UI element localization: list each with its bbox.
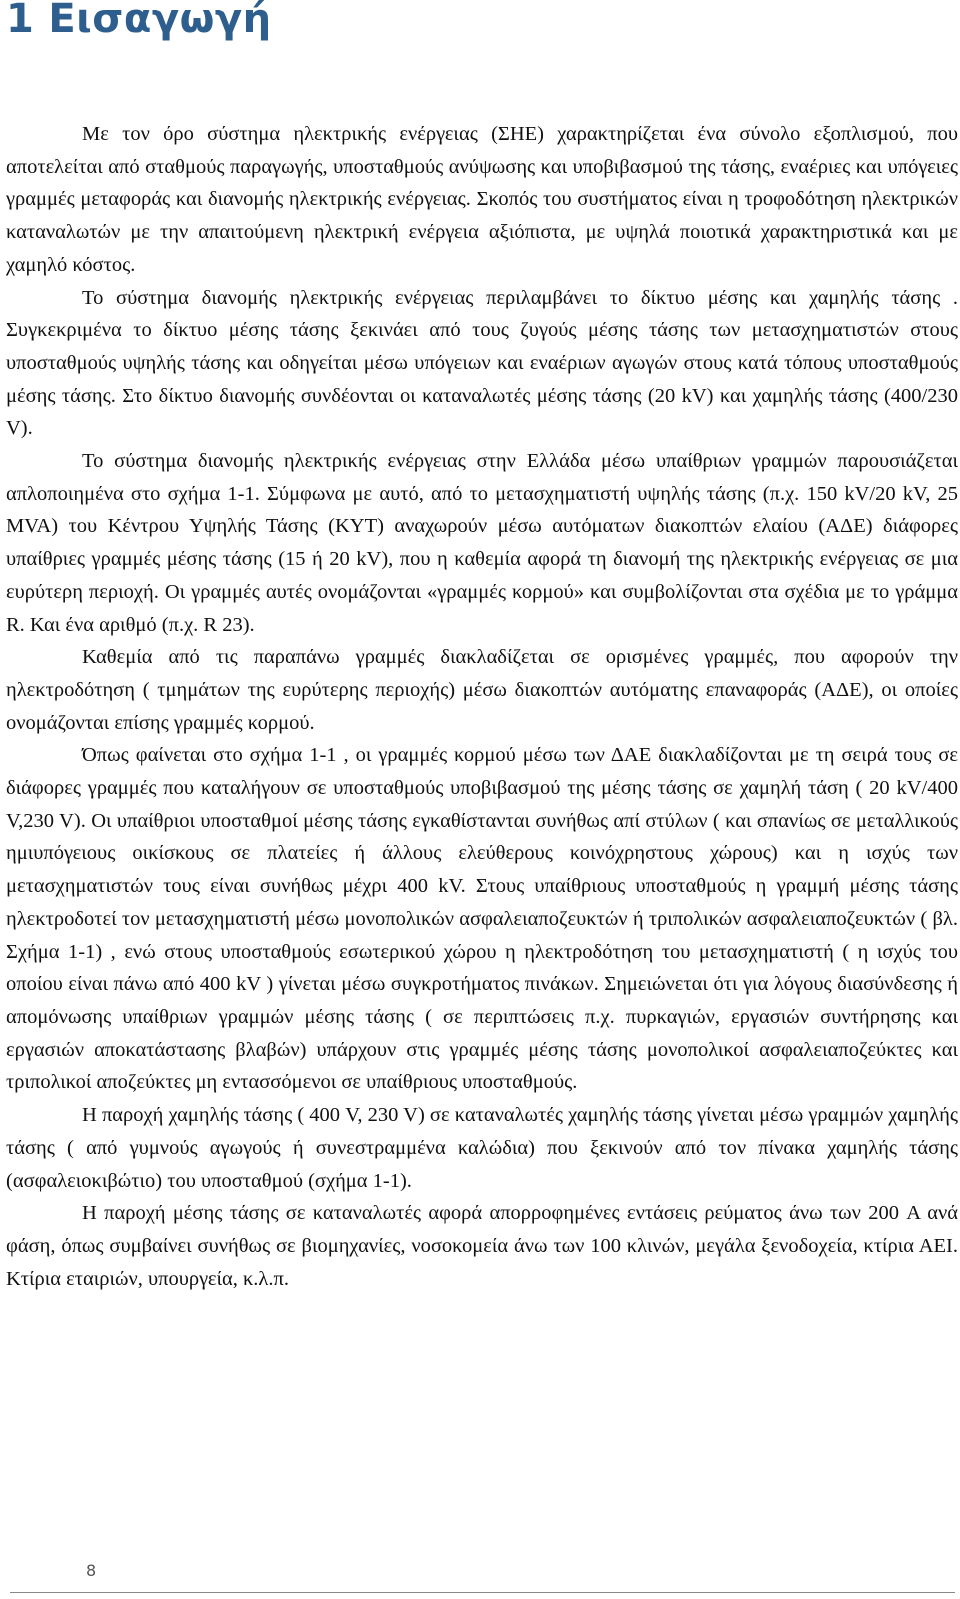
- chapter-title: Εισαγωγή: [48, 0, 272, 42]
- page-number: 8: [86, 1561, 97, 1580]
- paragraph-1: Με τον όρο σύστημα ηλεκτρικής ενέργειας (ΣΗΕ) χαρακτηρίζεται ένα σύνολο εξοπλισμού, που αποτελείται από σταθμούς παραγωγής, υποσταθμούς ανύψωσης και υποβιβασμού της τάσης, εναέριες και υπόγειες γραμμές μεταφοράς και διανομής ηλεκτρικής ενέργειας. Σκοπός του συστήματος είναι η τροφοδότηση ηλεκτρικών καταναλωτών με την απαιτούμενη ηλεκτρική ενέργεια αξιόπιστα, με υψηλά ποιοτικά χαρακτηριστικά και με χαμηλό κόστος.: [6, 123, 958, 276]
- paragraph-6: Η παροχή χαμηλής τάσης ( 400 V, 230 V) σε καταναλωτές χαμηλής τάσης γίνεται μέσω γραμμών χαμηλής τάσης ( από γυμνούς αγωγούς ή συνεστραμμένα καλώδια) που ξεκινούν από τον πίνακα χαμηλής τάσης (ασφαλειοκιβώτιο) του υποσταθμού (σχήμα 1-1).: [6, 1104, 958, 1192]
- paragraph-2: Το σύστημα διανομής ηλεκτρικής ενέργειας περιλαμβάνει το δίκτυο μέσης και χαμηλής τάσης . Συγκεκριμένα το δίκτυο μέσης τάσης ξεκινάει από τους ζυγούς μέσης τάσης των μετασχηματιστών στους υποσταθμούς υψηλής τάσης και οδηγείται μέσω υπόγειων και εναέριων αγωγών στους κατά τόπους υποσταθμούς μέσης τάσης. Στο δίκτυο διανομής συνδέονται οι καταναλωτές μέσης τάσης (20 kV) και χαμηλής τάσης (400/230 V).: [6, 286, 958, 440]
- paragraph-3: Το σύστημα διανομής ηλεκτρικής ενέργειας στην Ελλάδα μέσω υπαίθριων γραμμών παρουσιάζεται απλοποιημένα στο σχήμα 1-1. Σύμφωνα με αυτό, από το μετασχηματιστή υψηλής τάσης (π.χ. 150 kV/20 kV, 25 MVA) του Κέντρου Υψηλής Τάσης (ΚΥΤ) αναχωρούν μέσω αυτόματων διακοπτών ελαίου (ΑΔΕ) διάφορες υπαίθριες γραμμές μέσης τάσης (15 ή 20 kV), που η καθεμία αφορά τη διανομή της ηλεκτρικής ενέργειας σε μια ευρύτερη περιοχή. Οι γραμμές αυτές ονομάζονται «γραμμές κορμού» και συμβολίζονται στα σχέδια με το γράμμα R. Και ένα αριθμό (π.χ. R 23).: [6, 450, 958, 636]
- chapter-number: 1: [6, 0, 35, 42]
- paragraph-7: Η παροχή μέσης τάσης σε καταναλωτές αφορά απορροφημένες εντάσεις ρεύματος άνω των 200 A ανά φάση, όπως συμβαίνει συνήθως σε βιομηχανίες, νοσοκομεία άνω των 100 κλινών, μεγάλα ξενοδοχεία, κτίρια ΑΕΙ. Κτίρια εταιριών, υπουργεία, κ.λ.π.: [6, 1202, 958, 1290]
- body-text: [6, 118, 958, 1295]
- paragraph-5: Όπως φαίνεται στο σχήμα 1-1 , οι γραμμές κορμού μέσω των ΔΑΕ διακλαδίζονται με τη σειρά τους σε διάφορες γραμμές που καταλήγουν σε υποσταθμούς υποβιβασμού της μέσης τάσης σε χαμηλή τάση ( 20 kV/400 V,230 V). Οι υπαίθριοι υποσταθμοί μέσης τάσης εγκαθίστανται συνήθως απί στύλων ( και σπανίως σε μεταλλικούς ημιυπόγειους οικίσκους σε πλατείες ή άλλους ελεύθερους κοινόχρηστους χώρους) και η ισχύς των μετασχηματιστών τους είναι συνήθως μέχρι 400 kV. Στους υπαίθριους υποσταθμούς η γραμμή μέσης τάσης ηλεκτροδοτεί τον μετασχηματιστή μέσω μονοπολικών ασφαλειαποζευκτών ή τριπολικών ασφαλειαποζευκτών ( βλ. Σχήμα 1-1) , ενώ στους υποσταθμούς εσωτερικού χώρου η ηλεκτροδότηση του μετασχηματιστή ( η ισχύς του οποίου είναι πάνω από 400 kV ) γίνεται μέσω συγκροτήματος πινάκων. Σημειώνεται ότι για λόγους διασύνδεσης ή απομόνωσης υπαίθριων γραμμών μέσης τάσης ( σε περιπτώσεις π.χ. πυρκαγιών, εργασιών συντήρησης και εργασιών αποκατάστασης βλαβών) υπάρχουν στις γραμμές μέσης τάσης μονοπολικοί ασφαλειαποζεύκτες και τριπολικοί αποζεύκτες μη εντασσόμενοι σε υπαίθριους υποσταθμούς.: [6, 744, 958, 1094]
- paragraph-4: Καθεμία από τις παραπάνω γραμμές διακλαδίζεται σε ορισμένες γραμμές, που αφορούν την ηλεκτροδότηση ( τμημάτων της ευρύτερης περιοχής) μέσω διακοπτών αυτόματης επαναφοράς (ΑΔΕ), οι οποίες ονομάζονται επίσης γραμμές κορμού.: [6, 646, 958, 734]
- chapter-heading: [6, 0, 272, 42]
- footer-divider: [10, 1592, 955, 1593]
